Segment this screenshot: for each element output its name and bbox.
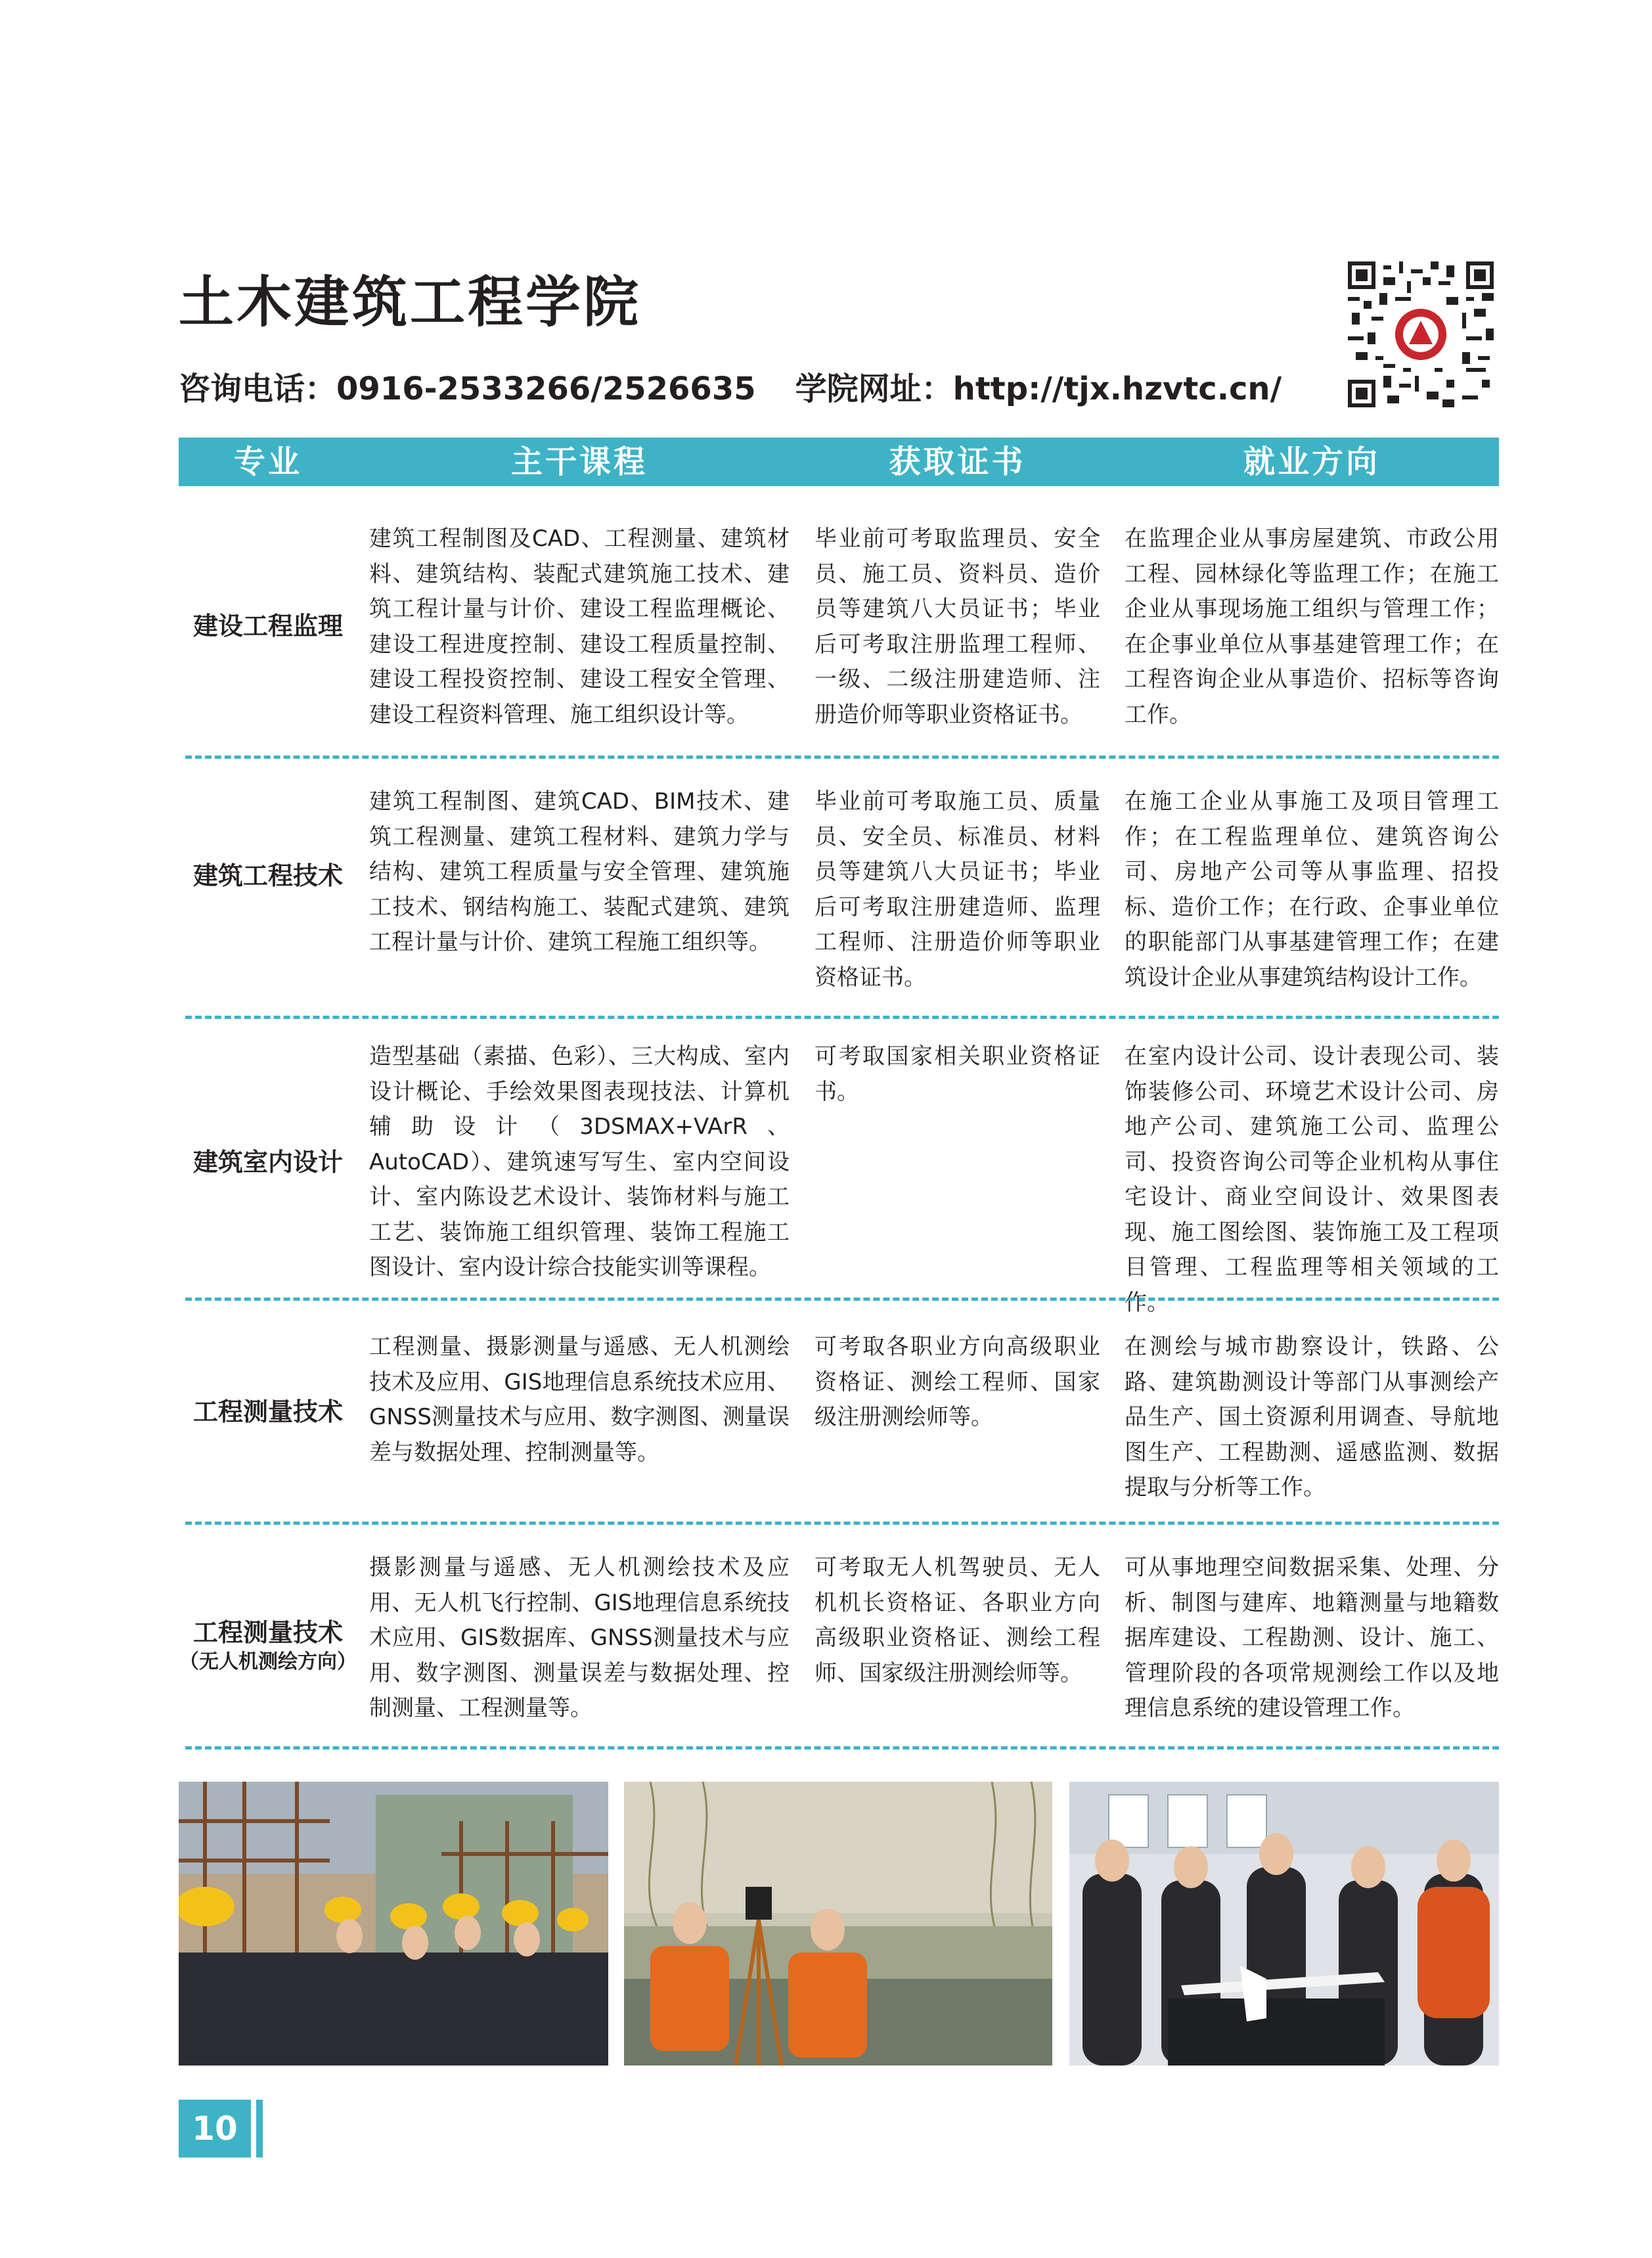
row-divider <box>185 1298 1499 1301</box>
employment-cell: 在监理企业从事房屋建筑、市政公用工程、园林绿化等监理工作；在施工企业从事现场施工组织与管理工作；在企事业单位从事基建管理工作；在工程咨询企业从事造价、招标等咨询工作。 <box>1125 526 1499 728</box>
header-employment: 就业方向 <box>1243 443 1380 480</box>
table-header <box>179 438 1499 486</box>
employment-cell: 在测绘与城市勘察设计，铁路、公路、建筑勘测设计等部门从事测绘产品生产、国土资源利用调查、导航地图生产、工程勘测、遥感监测、数据提取与分析等工作。 <box>1125 1334 1499 1501</box>
row-divider <box>185 1522 1499 1525</box>
table-row <box>179 1550 1499 1728</box>
certificates-cell: 可考取无人机驾驶员、无人机机长资格证、各职业方向高级职业资格证、测绘工程师、国家级注册测绘师等。 <box>815 1554 1100 1686</box>
employment-cell: 在施工企业从事施工及项目管理工作；在工程监理单位、建筑咨询公司、房地产公司等从事监理、招投标、造价工作；在行政、企事业单位的职能部门从事基建管理工作；在建筑设计企业从事建筑结构设计工作。 <box>1125 788 1499 991</box>
major-name: 建筑工程技术 <box>192 861 343 890</box>
header-courses: 主干课程 <box>510 443 648 480</box>
employment-cell: 在室内设计公司、设计表现公司、装饰装修公司、环境艺术设计公司、房地产公司、建筑施工公司、监理公司、投资咨询公司等企业机构从事住宅设计、商业空间设计、效果图表现、施工图绘图、装饰施工及工程项目管理、工程监理等相关领域的工作。 <box>1125 1043 1499 1316</box>
page-number-accent <box>256 2100 263 2157</box>
table-row <box>179 1330 1499 1507</box>
qr-code <box>1348 261 1494 407</box>
courses-cell: 建筑工程制图、建筑CAD、BIM技术、建筑工程测量、建筑工程材料、建筑力学与结构、建筑工程质量与安全管理、建筑施工技术、钢结构施工、装配式建筑、建筑工程计量与计价、建筑工程施工组织等。 <box>369 788 790 955</box>
major-name-main: 工程测量技术 <box>192 1618 343 1647</box>
table-row <box>179 784 1499 993</box>
row-divider <box>185 756 1499 759</box>
courses-cell: 造型基础（素描、色彩）、三大构成、室内设计概论、手绘效果图表现技法、计算机辅助设计（3DSMAX+VArR、AutoCAD）、建筑速写写生、室内空间设计、室内陈设艺术设计、装饰材料与施工工艺、装饰施工组织管理、装饰工程施工图设计、室内设计综合技能实训等课程。 <box>369 1043 790 1280</box>
header-certificates: 获取证书 <box>889 443 1026 480</box>
certificates-cell: 毕业前可考取监理员、安全员、施工员、资料员、造价员等建筑八大员证书；毕业后可考取注册监理工程师、一级、二级注册建造师、注册造价师等职业资格证书。 <box>815 526 1100 728</box>
photo-construction-site <box>179 1782 608 2066</box>
photo-drone-lab <box>1069 1782 1499 2066</box>
header-major: 专业 <box>233 443 302 480</box>
row-divider <box>185 1746 1499 1750</box>
certificates-cell: 可考取国家相关职业资格证书。 <box>815 1043 1100 1105</box>
contact-website[interactable]: 学院网址：http://tjx.hzvtc.cn/ <box>795 371 1282 407</box>
major-name: 建筑室内设计 <box>192 1148 343 1177</box>
page-number: 10 <box>179 2100 251 2157</box>
major-name-sub: （无人机测绘方向） <box>179 1650 357 1673</box>
courses-cell: 摄影测量与遥感、无人机测绘技术及应用、无人机飞行控制、GIS地理信息系统技术应用、GIS数据库、GNSS测量技术与应用、数字测图、测量误差与数据处理、控制测量、工程测量等。 <box>369 1554 790 1721</box>
courses-cell: 工程测量、摄影测量与遥感、无人机测绘技术及应用、GIS地理信息系统技术应用、GNSS测量技术与应用、数字测图、测量误差与数据处理、控制测量等。 <box>369 1334 790 1466</box>
major-name <box>179 1616 357 1675</box>
contact-phone: 咨询电话：0916-2533266/2526635 <box>179 371 756 407</box>
certificates-cell: 可考取各职业方向高级职业资格证、测绘工程师、国家级注册测绘师等。 <box>815 1334 1100 1430</box>
certificates-cell: 毕业前可考取施工员、质量员、安全员、标准员、材料员等建筑八大员证书；毕业后可考取注册建造师、监理工程师、注册造价师等职业资格证书。 <box>815 788 1100 991</box>
row-divider <box>185 1016 1499 1019</box>
table-row <box>179 522 1499 731</box>
major-name: 工程测量技术 <box>192 1397 343 1426</box>
contact-line <box>179 373 1282 405</box>
photo-surveying-practice <box>624 1782 1052 2066</box>
page-title: 土木建筑工程学院 <box>179 270 642 334</box>
employment-cell: 可从事地理空间数据采集、处理、分析、制图与建库、地籍测量与地籍数据库建设、工程勘测、设计、施工、管理阶段的各项常规测绘工作以及地理信息系统的建设管理工作。 <box>1125 1554 1499 1721</box>
courses-cell: 建筑工程制图及CAD、工程测量、建筑材料、建筑结构、装配式建筑施工技术、建筑工程计量与计价、建设工程监理概论、建设工程进度控制、建设工程质量控制、建设工程投资控制、建设工程安全管理、建设工程资料管理、施工组织设计等。 <box>369 526 790 728</box>
major-name: 建设工程监理 <box>192 612 343 641</box>
table-row <box>179 1039 1499 1316</box>
